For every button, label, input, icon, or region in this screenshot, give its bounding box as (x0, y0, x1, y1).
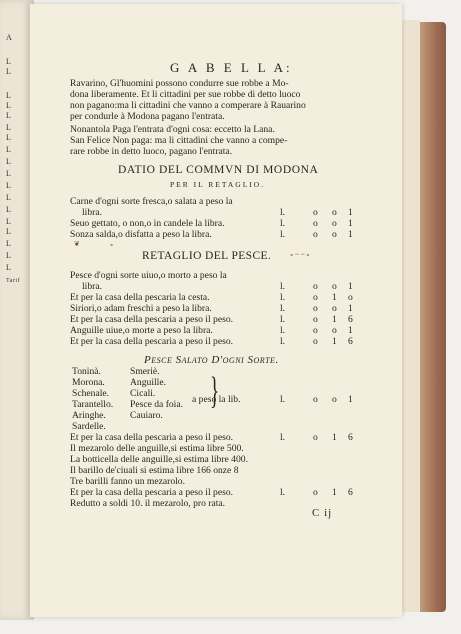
prev-page-fragment: L (6, 205, 11, 214)
rate-value: 1 (348, 281, 353, 292)
tariff-note: Il barillo de'ciuali si estima libre 166 onze 8 (70, 465, 239, 476)
brace-label: a peso la lib. (192, 394, 241, 405)
brace-symbol: } (210, 370, 220, 412)
rate-value: o (313, 207, 318, 218)
rate-value: 1 (332, 292, 337, 303)
prev-page-fragment: L (6, 181, 11, 190)
rate-value: 1 (348, 325, 353, 336)
ornament-mark: ∘ (110, 241, 114, 249)
gabella-text-line: rare robbe in detto luoco, pagano l'entrata. (70, 146, 233, 157)
prev-page-fragment: L (6, 217, 11, 226)
fish-name: Smeriè. (130, 366, 160, 377)
fish-name: Morona. (72, 377, 105, 388)
section-title-dato: DATIO DEL COMMVN DI MODONA (118, 164, 319, 176)
tariff-note: Il mezarolo delle anguille,si estima libre 500. (70, 443, 244, 454)
rate-lire: l. (280, 336, 286, 347)
tariff-item: Et per la casa della pescaria a peso il peso. (70, 314, 234, 325)
rate-value: o (332, 207, 337, 218)
rate-lire: l. (280, 314, 286, 325)
gabella-text-line: per condurle à Modona pagano l'entrata. (70, 111, 225, 122)
rate-value: o (313, 487, 318, 498)
prev-page-tab-label: Tarif (6, 278, 21, 284)
rate-value: o (313, 229, 318, 240)
rate-value: 1 (348, 207, 353, 218)
tariff-item: Et per la casa della pescaria la cesta. (70, 292, 210, 303)
rate-value: 1 (348, 229, 353, 240)
tariff-item: Pesce d'ogni sorte uiuo,o morto a peso la (70, 270, 227, 281)
section-title-salato: Pesce Salato D'ogni Sorte. (144, 354, 279, 366)
rate-lire: l. (280, 303, 286, 314)
prev-page-fragment: A (6, 33, 12, 42)
rate-lire: l. (280, 292, 286, 303)
signature-mark: C ij (312, 507, 333, 519)
rate-value: o (348, 292, 353, 303)
rate-lire: l. (280, 229, 286, 240)
rate-lire: l. (280, 394, 286, 405)
rate-value: o (313, 336, 318, 347)
prev-page-fragment: L (6, 101, 11, 110)
prev-page-fragment: L (6, 239, 11, 248)
tariff-item: Seuo gettato, o non,o in candele la libra. (70, 218, 225, 229)
tariff-item: Et per la casa della pescaria a peso il peso. (70, 432, 234, 443)
rate-value: o (313, 314, 318, 325)
rate-value: 1 (348, 303, 353, 314)
fish-name: Tarantello. (72, 399, 114, 410)
rate-value: o (313, 394, 318, 405)
rate-value: o (332, 394, 337, 405)
rate-value: o (332, 281, 337, 292)
book-page (30, 4, 402, 617)
prev-page-fragment: L (6, 263, 11, 272)
prev-page-fragment: L (6, 133, 11, 142)
rate-value: o (313, 432, 318, 443)
fish-name: Toninà. (72, 366, 101, 377)
prev-page-fragment: L (6, 169, 11, 178)
tariff-item: Et per la casa della pescaria a peso il peso. (70, 336, 234, 347)
rate-lire: l. (280, 218, 286, 229)
fish-name: Sardelle. (72, 421, 106, 432)
fish-name: Anguille. (130, 377, 166, 388)
rate-value: 1 (348, 394, 353, 405)
tariff-item-continuation: libra. (82, 207, 102, 218)
rate-value: o (313, 292, 318, 303)
prev-page-fragment: L (6, 111, 11, 120)
fish-name: Pesce da foia. (130, 399, 184, 410)
tariff-item: Siriori,o adam freschi a peso la libra. (70, 303, 212, 314)
prev-page-fragment: L (6, 193, 11, 202)
rate-value: o (313, 303, 318, 314)
previous-page-edge (0, 0, 34, 620)
rate-value: 1 (332, 314, 337, 325)
prev-page-fragment: L (6, 91, 11, 100)
prev-page-fragment: L (6, 251, 11, 260)
gabella-text-line: Nonantola Paga l'entrata d'ogni cosa: eccetto la Lana. (70, 124, 275, 135)
rate-value: 6 (348, 487, 353, 498)
rate-value: o (313, 325, 318, 336)
rate-value: 6 (348, 432, 353, 443)
fish-name: Schenale. (72, 388, 110, 399)
prev-page-fragment: L (6, 157, 11, 166)
tariff-item-continuation: libra. (82, 281, 102, 292)
rate-value: o (332, 303, 337, 314)
rate-lire: l. (280, 207, 286, 218)
tariff-item: Et per la casa della pescaria a peso il peso. (70, 487, 234, 498)
tariff-note: La botticella delle anguille,si estima libre 400. (70, 454, 248, 465)
rate-lire: l. (280, 281, 286, 292)
rate-value: 1 (332, 487, 337, 498)
rate-value: 1 (332, 432, 337, 443)
prev-page-fragment: L (6, 145, 11, 154)
fish-name: Aringhe. (72, 410, 106, 421)
rate-value: 1 (348, 218, 353, 229)
section-subtitle-retaglio: PER IL RETAGLIO. (170, 180, 266, 189)
rate-lire: l. (280, 432, 286, 443)
rate-value: 6 (348, 314, 353, 325)
rate-value: o (332, 229, 337, 240)
rate-value: o (313, 281, 318, 292)
prev-page-fragment: L (6, 67, 11, 76)
rate-value: 1 (332, 336, 337, 347)
prev-page-fragment: L (6, 123, 11, 132)
tariff-item: Sonza salda,o disfatta a peso la libra. (70, 229, 212, 240)
rate-value: o (313, 218, 318, 229)
fish-name: Cauiaro. (130, 410, 163, 421)
rate-value: o (332, 325, 337, 336)
fish-name: Cicali. (130, 388, 156, 399)
ornament-mark: ❦ (74, 240, 80, 248)
rate-value: o (332, 218, 337, 229)
prev-page-fragment: L (6, 57, 11, 66)
gabella-text-line: San Felice Non paga: ma li cittadini che vanno a compe- (70, 135, 288, 146)
section-title-pesce: RETAGLIO DEL PESCE. (142, 250, 272, 262)
ornament-mark: ∘ ~ ~ ∘ (290, 251, 310, 259)
prev-page-fragment: L (6, 227, 11, 236)
tariff-item: Anguille uiue,o morte a peso la libra. (70, 325, 213, 336)
tariff-note: Redutto a soldi 10. il mezarolo, pro rata. (70, 498, 226, 509)
gabella-text-line: non pagano:ma li cittadini che vanno a comperare à Rauarino (70, 100, 306, 111)
gabella-text-line: Ravarino, Gl'huomini possono condurre sue robbe a Mo- (70, 78, 289, 89)
tariff-note: Tre barilli fanno un mezarolo. (70, 476, 186, 487)
book-cover-edge (416, 22, 446, 612)
rate-lire: l. (280, 487, 286, 498)
tariff-item: Carne d'ogni sorte fresca,o salata a peso la (70, 196, 233, 207)
rate-lire: l. (280, 325, 286, 336)
gabella-text-line: dona liberamente. Et li cittadini per sue robbe di detto luoco (70, 89, 301, 100)
section-title-gabella: G A B E L L A: (170, 60, 293, 75)
rate-value: 6 (348, 336, 353, 347)
